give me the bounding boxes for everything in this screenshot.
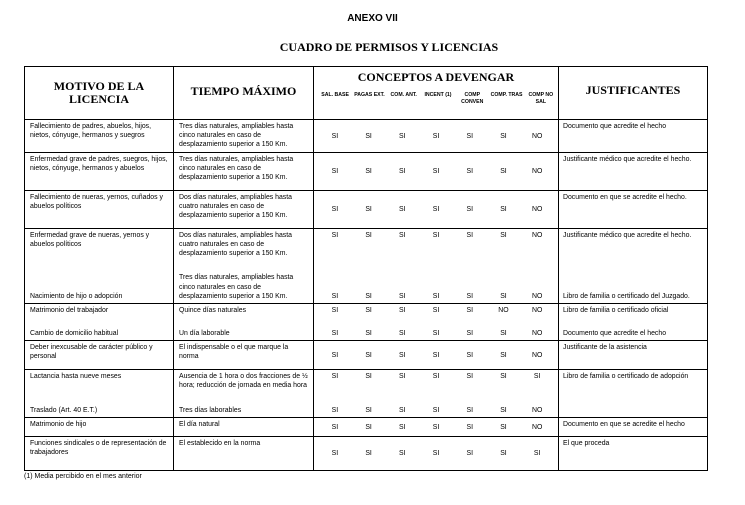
value-cell: SI bbox=[331, 407, 339, 414]
values-row bbox=[318, 329, 554, 338]
tiempo-cell-text: Tres días naturales, ampliables hasta cinco naturales en caso de desplazamiento superior a 150 Km. bbox=[179, 123, 294, 149]
justificante-cell-text: Libro de familia o certificado del Juzgado. bbox=[563, 292, 690, 300]
tiempo-cell-text: El indispensable o el que marque la norma bbox=[179, 344, 289, 361]
motivo-cell-text: Enfermedad grave de nueras, yernos y abuelos políticos bbox=[30, 232, 150, 249]
value-cell: SI bbox=[432, 351, 440, 359]
justificante-cell-text: Documento que acredite el hecho bbox=[563, 329, 667, 337]
values-row bbox=[318, 205, 554, 214]
motivo-cell-text: Enfermedad grave de padres, suegros, hijos, nietos, cónyuge, hermanos y abuelos bbox=[30, 156, 168, 173]
conceptos-cell bbox=[314, 304, 559, 341]
tiempo-cell-text: El día natural bbox=[179, 421, 220, 428]
value-cell: SI bbox=[432, 132, 440, 140]
value-cell: SI bbox=[500, 168, 507, 175]
value-cell: SI bbox=[399, 132, 406, 140]
justificante-cell bbox=[559, 437, 708, 471]
value-cell: SI bbox=[500, 351, 507, 359]
justificante-cell bbox=[559, 341, 708, 370]
tiempo-cell bbox=[174, 341, 314, 370]
value-cell: SI bbox=[365, 373, 372, 380]
motivo-cell bbox=[25, 304, 174, 341]
motivo-cell bbox=[25, 153, 174, 191]
value-cell: SI bbox=[500, 450, 507, 457]
tiempo-cell bbox=[174, 418, 314, 437]
justificante-cell bbox=[559, 191, 708, 229]
header-row bbox=[25, 67, 708, 120]
values-row bbox=[318, 231, 554, 240]
value-cell: SI bbox=[365, 168, 372, 175]
subcol-comp-no-sal: COMP NO SAL bbox=[528, 92, 554, 105]
tiempo-cell-text: Dos días naturales, ampliables hasta cuatro naturales en caso de desplazamiento superior a 150 Km. bbox=[179, 232, 292, 258]
value-cell: SI bbox=[331, 232, 339, 239]
justificante-cell bbox=[559, 153, 708, 191]
permissions-table bbox=[24, 66, 708, 471]
motivo-cell bbox=[25, 418, 174, 437]
table-row bbox=[25, 229, 708, 304]
justificante-cell-text: El que proceda bbox=[563, 440, 610, 447]
value-cell: SI bbox=[432, 206, 440, 213]
value-cell: SI bbox=[466, 373, 473, 380]
tiempo-cell-text: El establecido en la norma bbox=[179, 440, 261, 447]
values-row bbox=[318, 292, 554, 301]
value-cell: SI bbox=[365, 351, 372, 359]
value-cell: SI bbox=[500, 330, 507, 337]
value-cell: SI bbox=[500, 206, 507, 213]
value-cell: SI bbox=[432, 450, 440, 457]
values-row bbox=[318, 406, 554, 415]
conceptos-cell bbox=[314, 418, 559, 437]
motivo-cell-text: Fallecimiento de nueras, yernos, cuñados y abuelos políticos bbox=[30, 194, 163, 211]
value-cell: SI bbox=[432, 293, 440, 300]
value-cell: SI bbox=[466, 232, 473, 239]
conceptos-cell bbox=[314, 341, 559, 370]
justificante-cell-text: Libro de familia o certificado oficial bbox=[563, 307, 669, 314]
value-cell: SI bbox=[399, 450, 406, 457]
header-justificantes: JUSTIFICANTES bbox=[559, 67, 708, 120]
subcol-sal-base: SAL. BASE bbox=[321, 92, 349, 98]
conceptos-cell bbox=[314, 153, 559, 191]
tiempo-cell bbox=[174, 229, 314, 304]
tiempo-cell bbox=[174, 191, 314, 229]
value-cell: SI bbox=[500, 423, 507, 431]
justificante-cell-text: Libro de familia o certificado de adopción bbox=[563, 373, 689, 380]
motivo-cell bbox=[25, 341, 174, 370]
value-cell: SI bbox=[331, 423, 339, 431]
value-cell: SI bbox=[331, 132, 339, 140]
motivo-cell bbox=[25, 437, 174, 471]
value-cell: NO bbox=[532, 168, 543, 175]
conceptos-cell bbox=[314, 370, 559, 418]
motivo-cell-text: Lactancia hasta nueve meses bbox=[30, 373, 122, 380]
value-cell: SI bbox=[399, 307, 406, 314]
tiempo-cell-text: Quince días naturales bbox=[179, 307, 247, 314]
value-cell: SI bbox=[399, 407, 406, 414]
value-cell: SI bbox=[466, 307, 473, 314]
conceptos-cell bbox=[314, 437, 559, 471]
motivo-cell-text: Traslado (Art. 40 E.T.) bbox=[30, 406, 98, 414]
subcol-comp-tras: COMP. TRAS bbox=[490, 92, 523, 98]
value-cell: SI bbox=[432, 407, 440, 414]
value-cell: SI bbox=[365, 293, 372, 300]
value-cell: SI bbox=[466, 293, 473, 300]
subcol-incent: INCENT (1) bbox=[424, 92, 452, 98]
motivo-cell-text: Deber inexcusable de carácter público y personal bbox=[30, 344, 153, 361]
values-row bbox=[318, 449, 554, 458]
document-title: CUADRO DE PERMISOS Y LICENCIAS bbox=[279, 40, 499, 54]
justificante-cell-text: Documento que acredite el hecho bbox=[563, 123, 667, 130]
value-cell: NO bbox=[498, 307, 509, 314]
value-cell: SI bbox=[500, 293, 507, 300]
value-cell: NO bbox=[532, 232, 543, 239]
value-cell: SI bbox=[365, 450, 372, 457]
tiempo-cell bbox=[174, 304, 314, 341]
value-cell: SI bbox=[399, 351, 406, 359]
subcolumn-headers bbox=[314, 86, 558, 106]
conceptos-cell bbox=[314, 191, 559, 229]
value-cell: NO bbox=[532, 293, 543, 300]
motivo-cell bbox=[25, 370, 174, 418]
value-cell: SI bbox=[466, 423, 473, 431]
table-row bbox=[25, 191, 708, 229]
motivo-cell-text: Nacimiento de hijo o adopción bbox=[30, 292, 123, 300]
values-row bbox=[318, 306, 554, 315]
justificante-cell-text: Justificante de la asistencia bbox=[563, 344, 647, 351]
value-cell: SI bbox=[466, 450, 473, 457]
values-row bbox=[318, 351, 554, 360]
justificante-cell-text: Documento en que se acredite el hecho bbox=[563, 421, 685, 428]
value-cell: SI bbox=[365, 330, 372, 337]
value-cell: SI bbox=[466, 168, 473, 175]
annex-label: ANEXO VII bbox=[347, 13, 398, 24]
tiempo-cell-text: Ausencia de 1 hora o dos fracciones de ½ hora; reducción de jornada en media hora bbox=[179, 373, 308, 390]
value-cell: SI bbox=[331, 168, 339, 175]
table-row bbox=[25, 153, 708, 191]
table-row bbox=[25, 120, 708, 153]
value-cell: SI bbox=[331, 293, 339, 300]
value-cell: SI bbox=[399, 330, 406, 337]
table-row bbox=[25, 370, 708, 418]
value-cell: SI bbox=[500, 407, 507, 414]
value-cell: SI bbox=[533, 450, 541, 457]
header-tiempo: TIEMPO MÁXIMO bbox=[174, 67, 314, 120]
value-cell: SI bbox=[466, 407, 473, 414]
values-row bbox=[318, 132, 554, 141]
tiempo-cell-text: Tres días naturales, ampliables hasta cinco naturales en caso de desplazamiento superior a 150 Km. bbox=[179, 274, 294, 300]
motivo-cell bbox=[25, 191, 174, 229]
motivo-cell-text: Matrimonio de hijo bbox=[30, 421, 87, 428]
justificante-cell bbox=[559, 370, 708, 418]
value-cell: SI bbox=[466, 351, 473, 359]
value-cell: SI bbox=[432, 168, 440, 175]
motivo-cell bbox=[25, 120, 174, 153]
value-cell: SI bbox=[331, 351, 339, 359]
value-cell: SI bbox=[365, 423, 372, 431]
value-cell: SI bbox=[399, 293, 406, 300]
value-cell: NO bbox=[532, 330, 543, 337]
tiempo-cell-text: Un día laborable bbox=[179, 329, 230, 337]
value-cell: NO bbox=[532, 206, 543, 213]
value-cell: SI bbox=[466, 206, 473, 213]
value-cell: SI bbox=[365, 132, 372, 140]
motivo-cell-text: Matrimonio del trabajador bbox=[30, 307, 109, 314]
value-cell: SI bbox=[365, 206, 372, 213]
table-row bbox=[25, 437, 708, 471]
header-conceptos bbox=[314, 67, 559, 120]
value-cell: SI bbox=[399, 206, 406, 213]
value-cell: SI bbox=[365, 232, 372, 239]
value-cell: NO bbox=[532, 351, 543, 359]
value-cell: SI bbox=[399, 232, 406, 239]
value-cell: SI bbox=[432, 330, 440, 337]
value-cell: SI bbox=[500, 232, 507, 239]
value-cell: SI bbox=[331, 450, 339, 457]
tiempo-cell bbox=[174, 370, 314, 418]
conceptos-cell bbox=[314, 229, 559, 304]
tiempo-cell-text: Tres días laborables bbox=[179, 406, 242, 414]
conceptos-cell bbox=[314, 120, 559, 153]
value-cell: NO bbox=[532, 407, 543, 414]
justificante-cell bbox=[559, 304, 708, 341]
header-motivo: MOTIVO DE LA LICENCIA bbox=[25, 67, 174, 120]
tiempo-cell bbox=[174, 153, 314, 191]
value-cell: SI bbox=[533, 373, 541, 380]
table-row bbox=[25, 341, 708, 370]
tiempo-cell bbox=[174, 120, 314, 153]
value-cell: SI bbox=[365, 307, 372, 314]
value-cell: SI bbox=[500, 373, 507, 380]
value-cell: SI bbox=[331, 206, 339, 213]
justificante-cell bbox=[559, 418, 708, 437]
subcol-pagas-ext: PAGAS EXT. bbox=[354, 92, 385, 98]
values-row bbox=[318, 372, 554, 381]
value-cell: SI bbox=[432, 373, 440, 380]
table-row bbox=[25, 418, 708, 437]
tiempo-cell-text: Dos días naturales, ampliables hasta cuatro naturales en caso de desplazamiento superior a 150 Km. bbox=[179, 194, 292, 220]
tiempo-cell-text: Tres días naturales, ampliables hasta cinco naturales en caso de desplazamiento superior a 150 Km. bbox=[179, 156, 294, 182]
value-cell: SI bbox=[466, 330, 473, 337]
table-row bbox=[25, 304, 708, 341]
justificante-cell bbox=[559, 120, 708, 153]
values-row bbox=[318, 423, 554, 432]
value-cell: SI bbox=[365, 407, 372, 414]
value-cell: SI bbox=[432, 232, 440, 239]
subcol-com-ant: COM. ANT. bbox=[390, 92, 417, 98]
value-cell: SI bbox=[331, 373, 339, 380]
subcol-comp-conven: COMP CONVEN bbox=[461, 92, 484, 105]
value-cell: SI bbox=[432, 307, 440, 314]
value-cell: SI bbox=[399, 373, 406, 380]
values-row bbox=[318, 167, 554, 176]
justificante-cell bbox=[559, 229, 708, 304]
motivo-cell-text: Fallecimiento de padres, abuelos, hijos, nietos, cónyuge, hermanos y suegros bbox=[30, 123, 152, 140]
motivo-cell bbox=[25, 229, 174, 304]
tiempo-cell bbox=[174, 437, 314, 471]
value-cell: SI bbox=[399, 168, 406, 175]
value-cell: SI bbox=[432, 423, 440, 431]
value-cell: SI bbox=[466, 132, 473, 140]
footnote: (1) Media percibido en el mes anterior bbox=[24, 473, 142, 480]
motivo-cell-text: Funciones sindicales o de representación de trabajadores bbox=[30, 440, 167, 457]
value-cell: SI bbox=[399, 423, 406, 431]
value-cell: NO bbox=[532, 307, 543, 314]
justificante-cell-text: Justificante médico que acredite el hecho. bbox=[563, 156, 692, 163]
value-cell: NO bbox=[532, 423, 543, 431]
conceptos-title: CONCEPTOS A DEVENGAR bbox=[357, 70, 515, 84]
value-cell: SI bbox=[500, 132, 507, 140]
value-cell: NO bbox=[532, 132, 543, 140]
justificante-cell-text: Documento en que se acredite el hecho. bbox=[563, 194, 687, 201]
value-cell: SI bbox=[331, 330, 339, 337]
justificante-cell-text: Justificante médico que acredite el hecho. bbox=[563, 232, 692, 239]
motivo-cell-text: Cambio de domicilio habitual bbox=[30, 329, 119, 337]
value-cell: SI bbox=[331, 307, 339, 314]
